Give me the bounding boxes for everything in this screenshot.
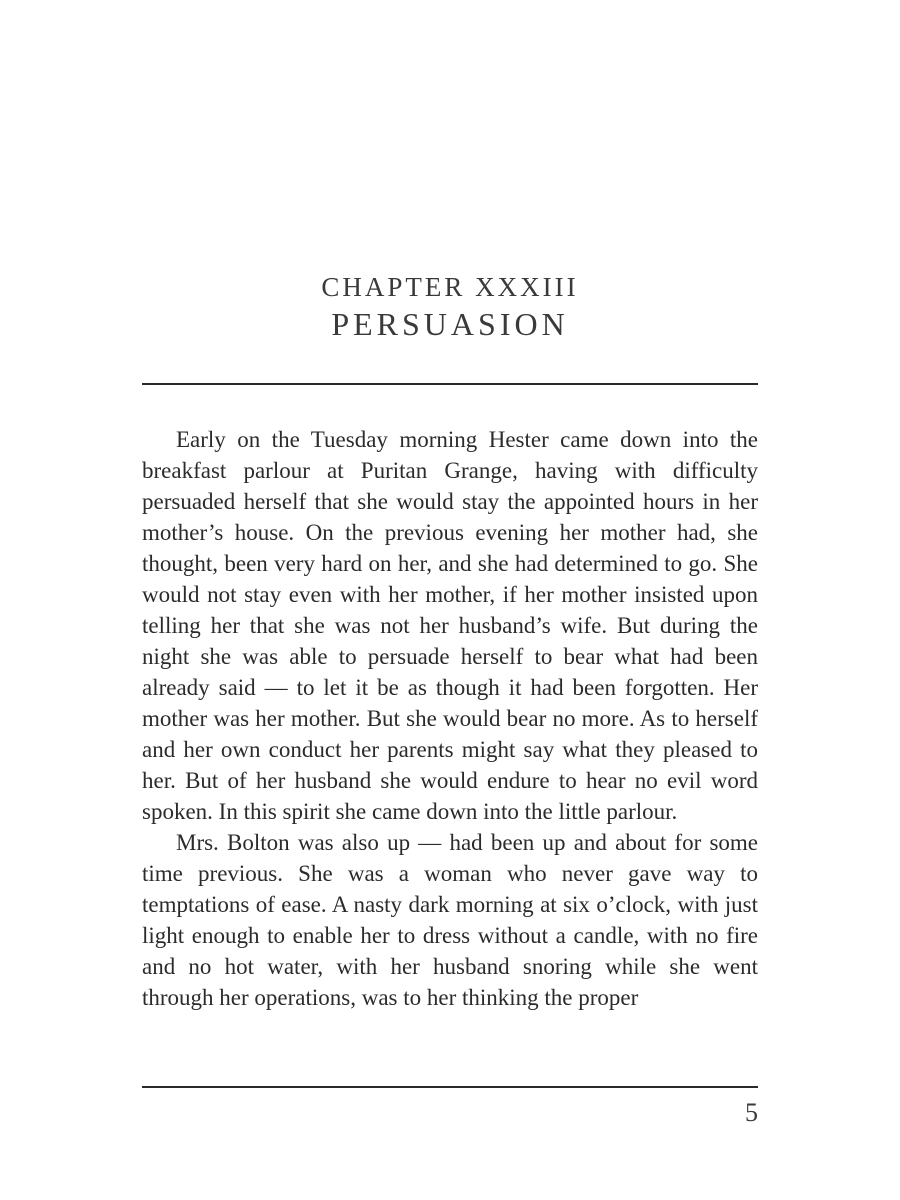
paragraph: Mrs. Bolton was also up — had been up and about for some time previous. She was a woman who never gave way to temptations of ease. A nasty dark morning at six o’clock, with just light enough to enable her to dress without a candle, with no fire and no hot water, with her husband snoring while she went through her operations, was to her thinking the proper [142, 830, 758, 1010]
chapter-number: CHAPTER XXXIII [321, 272, 579, 302]
chapter-title: PERSUASION [331, 306, 569, 342]
paragraph: Early on the Tuesday morning Hester came down into the breakfast parlour at Puritan Grange, having with difficulty persuaded herself that she would stay the appointed hours in her mother’s house. On the previous evening her mother had, she thought, been very hard on her, and she had determined to go. She would not stay even with her mother, if her mother insisted upon telling her that she was not her husband’s wife. But during the night she was able to persuade herself to bear what had been already said — to let it be as though it had been forgotten. Her mother was her mother. But she would bear no more. As to herself and her own conduct her parents might say what they pleased to her. But of her husband she would endure to hear no evil word spoken. In this spirit she came down into the little parlour. [142, 427, 758, 824]
bottom-divider [142, 1086, 758, 1088]
page-number: 5 [745, 1098, 758, 1127]
chapter-heading [0, 270, 900, 344]
top-divider [142, 383, 758, 385]
chapter-body [142, 424, 758, 1013]
